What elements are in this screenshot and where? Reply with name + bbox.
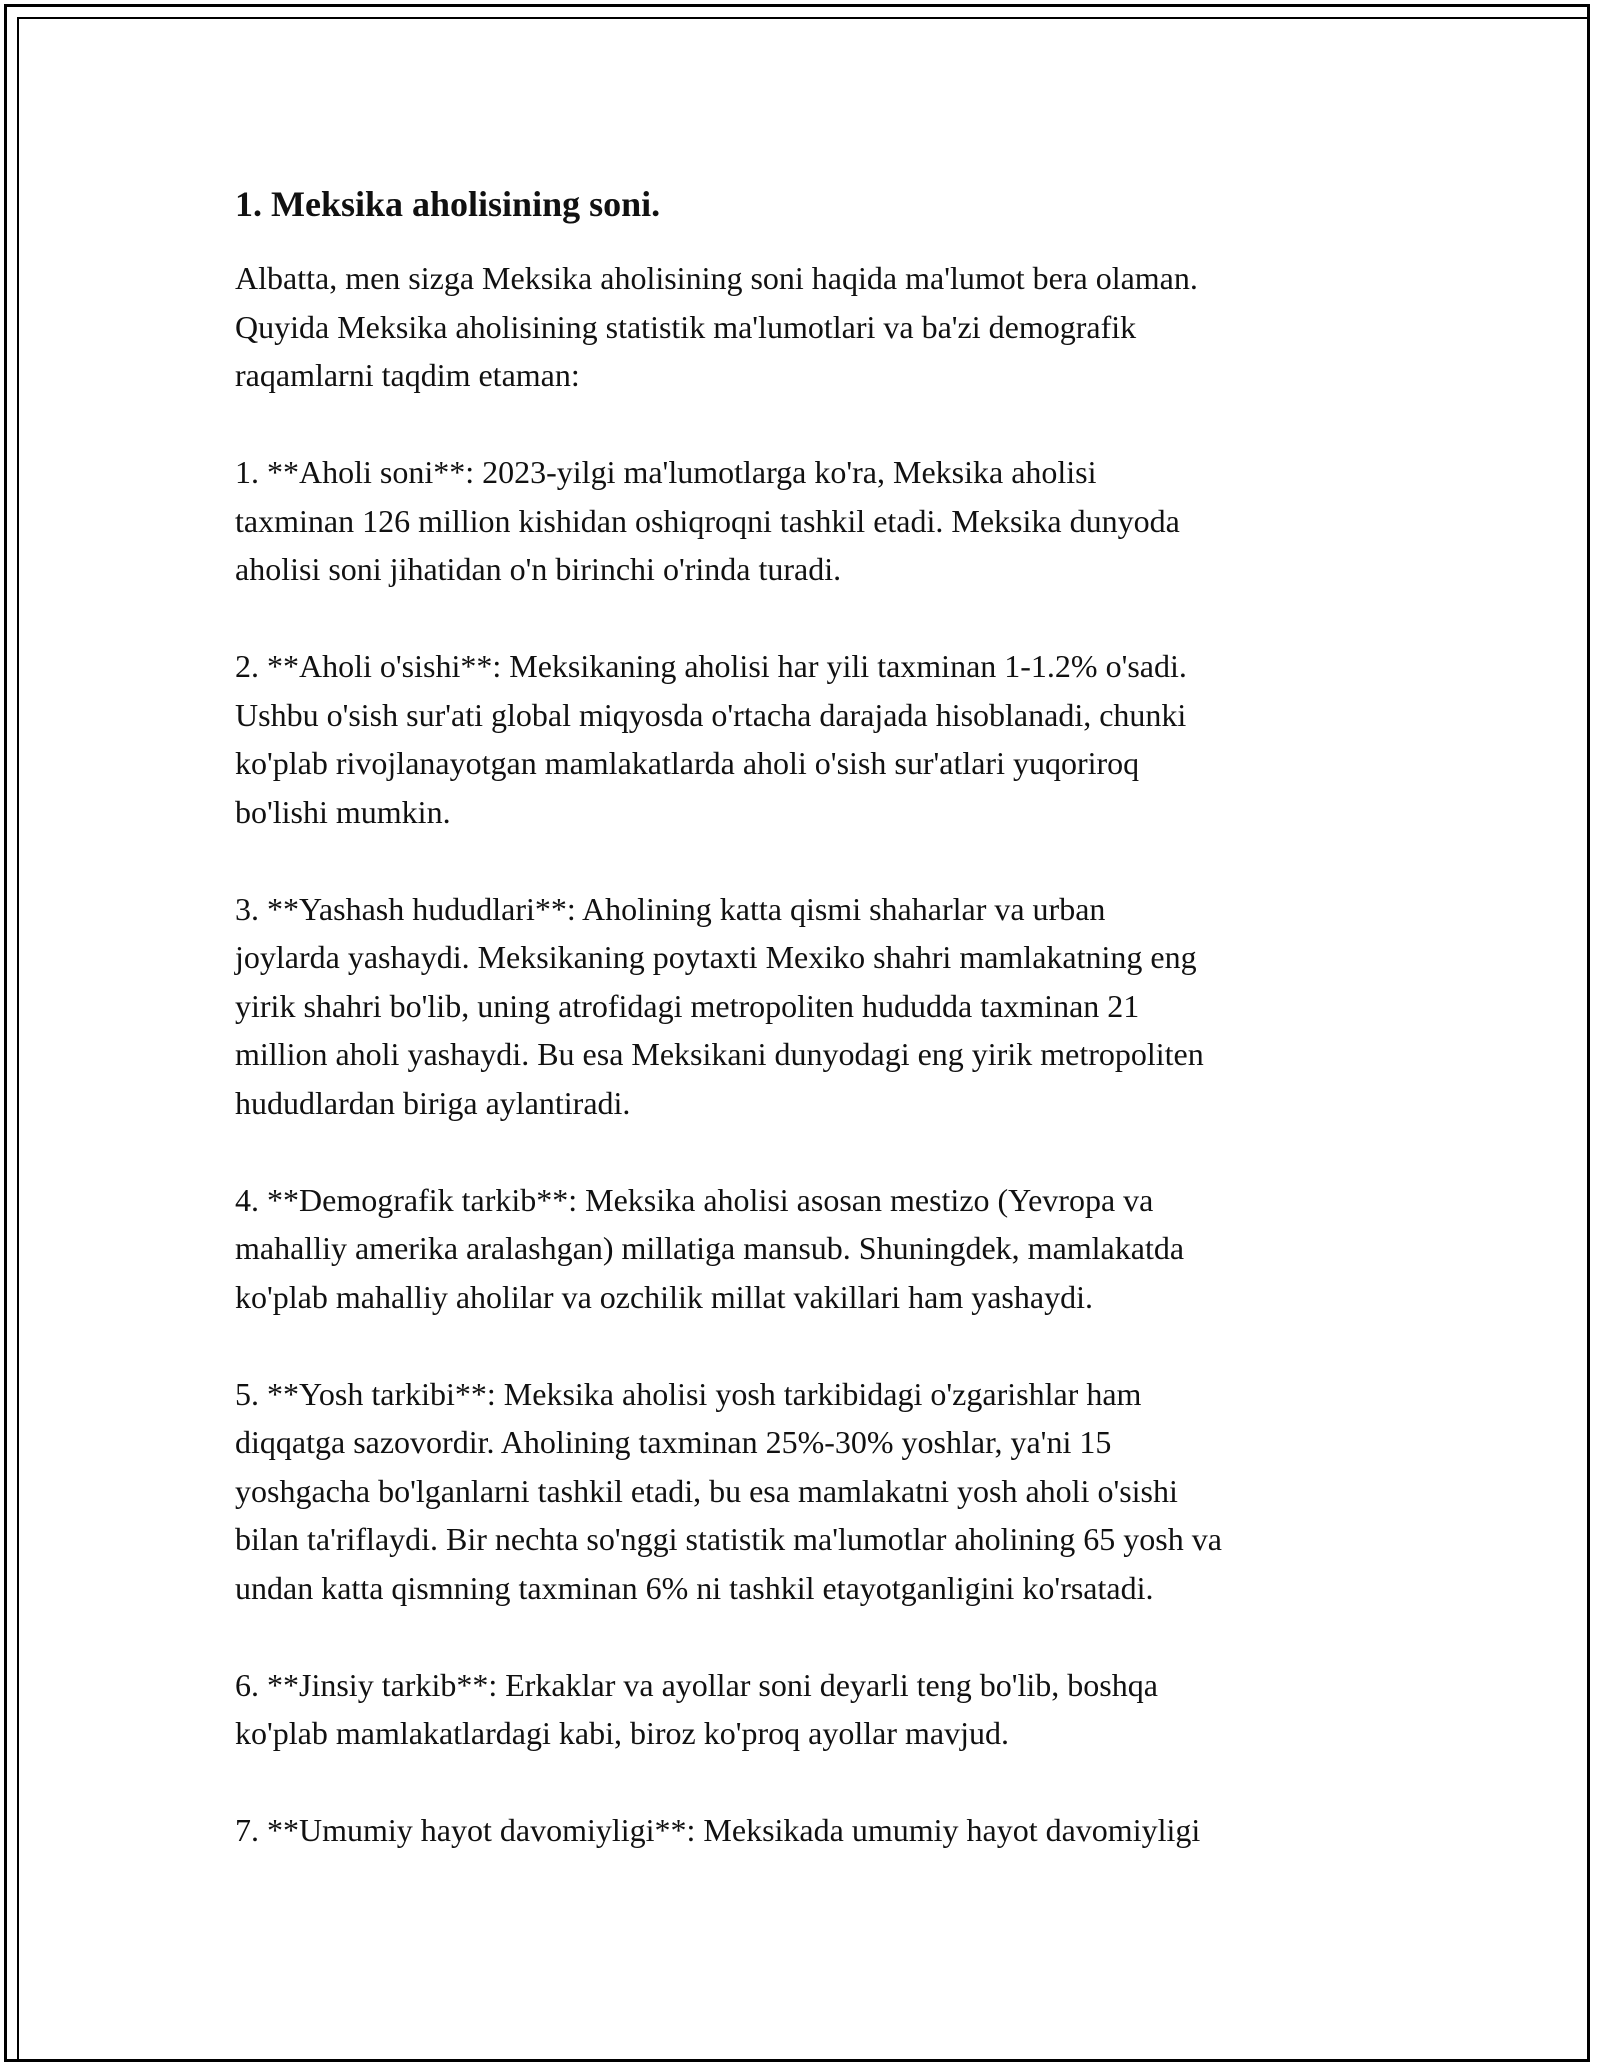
paragraph-aholi-soni: 1. **Aholi soni**: 2023-yilgi ma'lumotlarga ko'ra, Meksika aholisi taxminan 126 million kishidan oshiqroqni tashkil etadi. Meksika dunyoda aholisi soni jihatidan o'n birinchi o'rinda turadi. [235, 454, 1180, 587]
paragraph-yosh-tarkibi: 5. **Yosh tarkibi**: Meksika aholisi yosh tarkibidagi o'zgarishlar ham diqqatga sazovordir. Aholining taxminan 25%-30% yoshlar, ya'ni 15 yoshgacha bo'lganlarni tashkil etadi, bu esa mamlakatni yosh aholi o'sishi bilan ta'riflaydi. Bir nechta so'nggi statistik ma'lumotlar aholining 65 yosh va undan katta qismning taxminan 6% ni tashkil etayotganligini ko'rsatadi. [235, 1375, 1222, 1606]
paragraph-jinsiy-tarkib: 6. **Jinsiy tarkib**: Erkaklar va ayollar soni deyarli teng bo'lib, boshqa ko'plab mamlakatlardagi kabi, biroz ko'proq ayollar mavjud. [235, 1666, 1158, 1751]
paragraph-intro: Albatta, men sizga Meksika aholisining soni haqida ma'lumot bera olaman. Quyida Meksika aholisining statistik ma'lumotlari va ba'zi demografik raqamlarni taqdim etaman: [235, 260, 1198, 393]
paragraph-aholi-osishi: 2. **Aholi o'sishi**: Meksikaning aholisi har yili taxminan 1-1.2% o'sadi. Ushbu o'sish sur'ati global miqyosda o'rtacha darajada hisoblanadi, chunki ko'plab rivojlanayotgan mamlakatlarda aholi o'sish sur'atlari yuqoriroq bo'lishi mumkin. [235, 648, 1187, 830]
paragraph-hayot-davomiyligi: 7. **Umumiy hayot davomiyligi**: Meksikada umumiy hayot davomiyligi [235, 1812, 1201, 1848]
paragraph-demografik-tarkib: 4. **Demografik tarkib**: Meksika aholisi asosan mestizo (Yevropa va mahalliy amerika aralashgan) millatiga mansub. Shuningdek, mamlakatda ko'plab mahalliy aholilar va ozchilik millat vakillari ham yashaydi. [235, 1181, 1185, 1315]
document-body [235, 182, 1395, 1903]
document-title: 1. Meksika aholisining soni. [235, 184, 661, 224]
paragraph-yashash-hududlari: 3. **Yashash hududlari**: Aholining katta qismi shaharlar va urban joylarda yashaydi. Meksikaning poytaxti Mexiko shahri mamlakatning eng yirik shahri bo'lib, uning atrofidagi metropoliten hududda taxminan 21 million aholi yashaydi. Bu esa Meksikani dunyodagi eng yirik metropoliten hududlardan biriga aylantiradi. [235, 890, 1204, 1121]
